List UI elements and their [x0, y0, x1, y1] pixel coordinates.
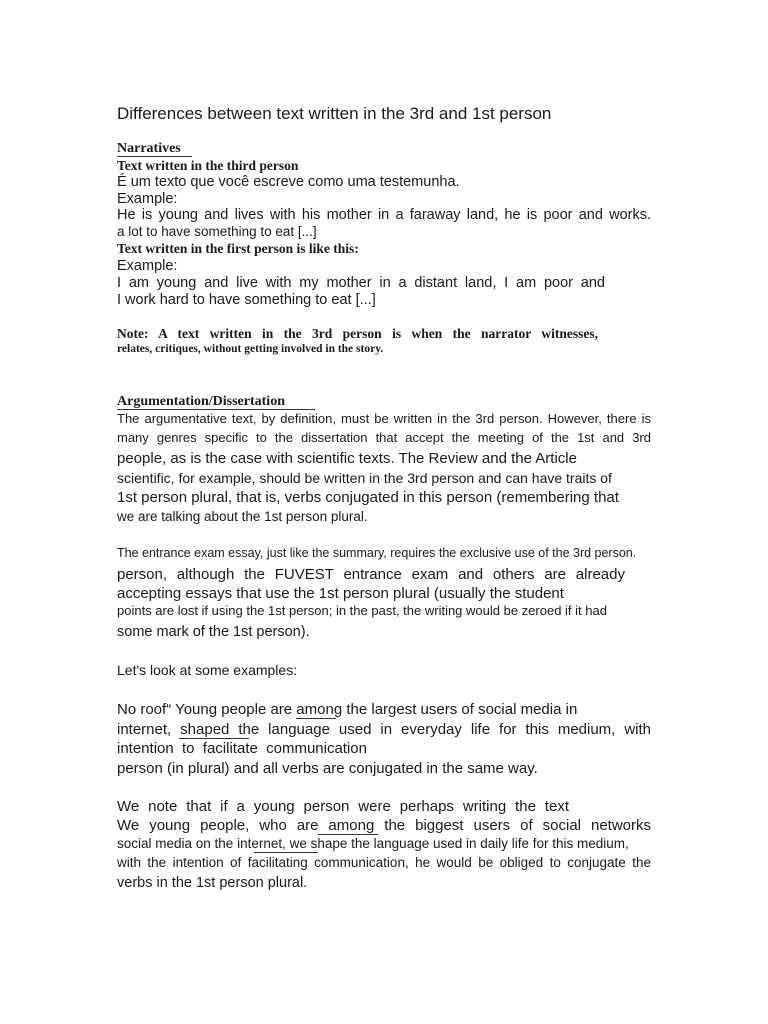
paragraph-line: person, although the FUVEST entrance exam and others are already — [117, 566, 625, 583]
example-line: verbs in the 1st person plural. — [117, 875, 308, 891]
page-title: Differences between text written in the 3rd and 1st person — [117, 104, 552, 123]
paragraph-line: scientific, for example, should be written in the 3rd person and can have traits of — [117, 470, 612, 486]
first-person-example-line-2: I work hard to have something to eat [...] — [117, 292, 376, 308]
example-line: social media on the internet, we shape the language used in daily life for this medium, — [117, 836, 629, 851]
paragraph-line: Let's look at some examples: — [117, 662, 298, 678]
paragraph-line: many genres specific to the dissertation that accept the meeting of the 1st and 3rd — [117, 430, 651, 445]
third-person-heading: Text written in the third person — [117, 158, 299, 173]
third-person-example-line-1: He is young and lives with his mother in a faraway land, he is poor and works. — [117, 207, 651, 223]
example-line: No roof“ Young people are among the largest users of social media in — [117, 701, 578, 718]
first-person-example-line-1: I am young and live with my mother in a distant land, I am poor and — [117, 275, 605, 291]
underline-among-2 — [318, 834, 378, 835]
third-person-description: É um texto que você escreve como uma testemunha. — [117, 174, 460, 190]
example-line: internet, shaped the language used in everyday life for this medium, with — [117, 721, 651, 738]
argumentation-heading: Argumentation/Dissertation — [117, 394, 285, 409]
narratives-heading: Narratives — [117, 141, 181, 156]
underline-shaped — [179, 738, 249, 739]
note-line-1: Note: A text written in the 3rd person is when the narrator witnesses, — [117, 326, 598, 341]
underline-among — [296, 718, 336, 719]
paragraph-line: people, as is the case with scientific texts. The Review and the Article — [117, 450, 577, 467]
paragraph-line: The entrance exam essay, just like the summary, requires the exclusive use of the 3rd person. — [117, 546, 637, 560]
paragraph-line: accepting essays that use the 1st person plural (usually the student — [117, 585, 564, 602]
narratives-heading-underline — [117, 156, 192, 157]
note-line-2: relates, critiques, without getting involved in the story. — [117, 343, 384, 355]
example-line: We young people, who are among the biggest users of social networks — [117, 817, 651, 834]
first-person-heading: Text written in the first person is like this: — [117, 241, 359, 256]
paragraph-line: we are talking about the 1st person plural. — [117, 509, 368, 524]
example-label: Example: — [117, 258, 178, 274]
example-line: person (in plural) and all verbs are conjugated in the same way. — [117, 760, 538, 777]
underline-internet-we — [254, 852, 318, 853]
paragraph-line: some mark of the 1st person). — [117, 624, 310, 640]
example-label: Example: — [117, 191, 178, 207]
example-line: with the intention of facilitating communication, he would be obliged to conjugate the — [117, 855, 651, 870]
argumentation-heading-underline — [117, 409, 315, 410]
example-line: We note that if a young person were perhaps writing the text — [117, 798, 569, 815]
example-line: intention to facilitate communication — [117, 740, 367, 757]
third-person-example-line-2: a lot to have something to eat [...] — [117, 224, 317, 239]
paragraph-line: points are lost if using the 1st person; in the past, the writing would be zeroed if it had — [117, 603, 607, 618]
paragraph-line: 1st person plural, that is, verbs conjugated in this person (remembering that — [117, 489, 619, 506]
paragraph-line: The argumentative text, by definition, must be written in the 3rd person. However, there is — [117, 411, 651, 426]
